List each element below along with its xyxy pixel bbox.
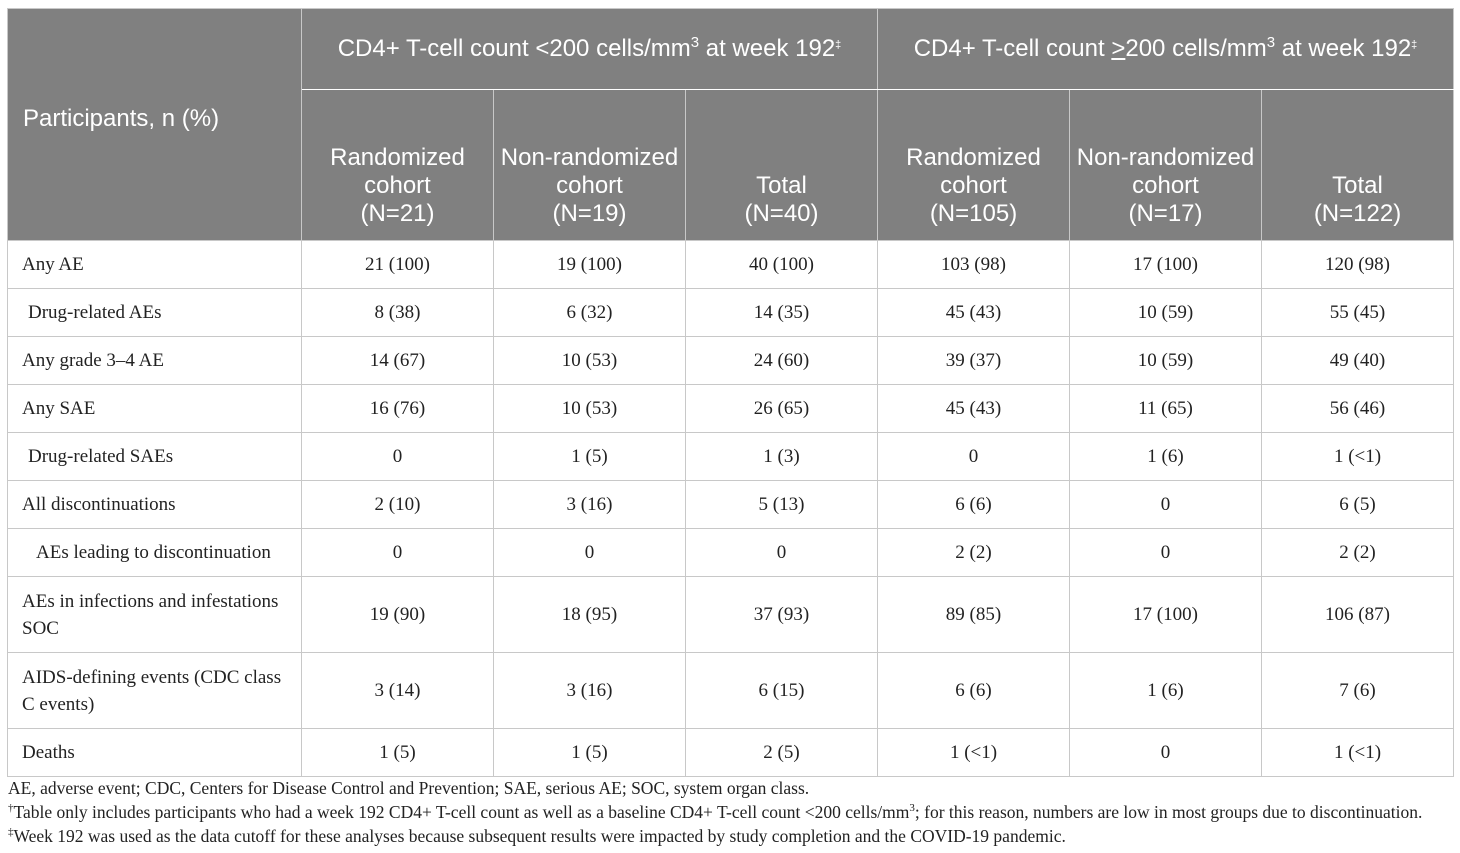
column-header <box>878 90 1070 241</box>
table-cell: 10 (59) <box>1070 337 1262 385</box>
column-header-label: Randomized cohort <box>330 144 465 199</box>
table-cell: 0 <box>686 529 878 577</box>
table-cell: 17 (100) <box>1070 241 1262 289</box>
column-header <box>686 90 878 241</box>
table-cell: 3 (14) <box>302 653 494 729</box>
table-row <box>8 577 1454 653</box>
column-header-label: Total <box>756 172 807 199</box>
table-cell: 120 (98) <box>1262 241 1454 289</box>
table-cell: 21 (100) <box>302 241 494 289</box>
table-cell: 14 (67) <box>302 337 494 385</box>
table-cell: 0 <box>878 433 1070 481</box>
table-cell: 26 (65) <box>686 385 878 433</box>
table-cell: 1 (<1) <box>1262 433 1454 481</box>
row-label: Drug-related AEs <box>8 289 302 337</box>
column-header <box>1070 90 1262 241</box>
table-cell: 19 (90) <box>302 577 494 653</box>
table-cell: 56 (46) <box>1262 385 1454 433</box>
table-cell: 1 (<1) <box>878 729 1070 777</box>
row-label: Any grade 3–4 AE <box>8 337 302 385</box>
column-header <box>494 90 686 241</box>
column-header <box>1262 90 1454 241</box>
column-header-label: Total <box>1332 172 1383 199</box>
table-cell: 103 (98) <box>878 241 1070 289</box>
table-cell: 55 (45) <box>1262 289 1454 337</box>
table-cell: 89 (85) <box>878 577 1070 653</box>
table-cell: 106 (87) <box>1262 577 1454 653</box>
column-header-n: (N=17) <box>1128 200 1203 227</box>
table-cell: 2 (2) <box>1262 529 1454 577</box>
table-cell: 19 (100) <box>494 241 686 289</box>
row-label: Drug-related SAEs <box>8 433 302 481</box>
table-cell: 1 (<1) <box>1262 729 1454 777</box>
table-row <box>8 337 1454 385</box>
table-cell: 2 (2) <box>878 529 1070 577</box>
row-label: AEs in infections and infestations SOC <box>8 577 302 653</box>
table-cell: 10 (53) <box>494 385 686 433</box>
table-cell: 11 (65) <box>1070 385 1262 433</box>
table-row <box>8 385 1454 433</box>
table-cell: 17 (100) <box>1070 577 1262 653</box>
column-header-n: (N=122) <box>1313 200 1402 227</box>
table-cell: 6 (15) <box>686 653 878 729</box>
table-row <box>8 729 1454 777</box>
column-header-label: Non-randomized cohort <box>1076 144 1255 199</box>
table-cell: 0 <box>1070 481 1262 529</box>
table-cell: 0 <box>1070 529 1262 577</box>
row-label: AIDS-defining events (CDC class C events) <box>8 653 302 729</box>
table-cell: 0 <box>302 433 494 481</box>
table-cell: 1 (6) <box>1070 433 1262 481</box>
column-header-label: Non-randomized cohort <box>500 144 679 199</box>
table-cell: 3 (16) <box>494 481 686 529</box>
column-header-n: (N=19) <box>552 200 627 227</box>
column-header-n: (N=21) <box>360 200 435 227</box>
table-cell: 0 <box>302 529 494 577</box>
table-cell: 49 (40) <box>1262 337 1454 385</box>
table-cell: 37 (93) <box>686 577 878 653</box>
row-label: All discontinuations <box>8 481 302 529</box>
table-cell: 6 (6) <box>878 653 1070 729</box>
column-header-label: Randomized cohort <box>906 144 1041 199</box>
table-row <box>8 289 1454 337</box>
table-cell: 24 (60) <box>686 337 878 385</box>
column-header-n: (N=105) <box>929 200 1018 227</box>
ae-summary-table <box>7 8 1454 777</box>
group-header-ge200: CD4+ T-cell count >200 cells/$mm^3$ at week 192‡ <box>878 9 1454 90</box>
row-label: Any AE <box>8 241 302 289</box>
table-cell: 0 <box>1070 729 1262 777</box>
table-cell: 18 (95) <box>494 577 686 653</box>
table-footnotes <box>8 776 1454 848</box>
table-cell: 45 (43) <box>878 385 1070 433</box>
table-cell: 45 (43) <box>878 289 1070 337</box>
table-cell: 10 (53) <box>494 337 686 385</box>
table-row <box>8 241 1454 289</box>
table-cell: 1 (5) <box>302 729 494 777</box>
table-row <box>8 653 1454 729</box>
row-label: AEs leading to discontinuation <box>8 529 302 577</box>
table-cell: 39 (37) <box>878 337 1070 385</box>
table-row <box>8 433 1454 481</box>
table-container <box>7 8 1453 777</box>
table-cell: 6 (32) <box>494 289 686 337</box>
table-cell: 8 (38) <box>302 289 494 337</box>
table-cell: 5 (13) <box>686 481 878 529</box>
footnote-dagger: †Table only includes participants who had a week 192 CD4+ T-cell count as well as a baseline CD4+ T-cell count <200 cells/$mm^3$; for this reason, numbers are low in most groups due to discontinuation. ‡Week 192 was used as the data cutoff for these analyses because subsequent results were impacted by study completion and the COVID-19 pandemic. <box>8 802 1423 846</box>
table-cell: 14 (35) <box>686 289 878 337</box>
table-header <box>8 9 1454 241</box>
table-cell: 0 <box>494 529 686 577</box>
table-cell: 6 (5) <box>1262 481 1454 529</box>
table-cell: 3 (16) <box>494 653 686 729</box>
table-cell: 1 (5) <box>494 729 686 777</box>
table-row <box>8 481 1454 529</box>
table-cell: 7 (6) <box>1262 653 1454 729</box>
row-label: Any SAE <box>8 385 302 433</box>
column-header-n: (N=40) <box>744 200 819 227</box>
table-cell: 40 (100) <box>686 241 878 289</box>
table-row <box>8 529 1454 577</box>
column-header <box>302 90 494 241</box>
table-cell: 1 (6) <box>1070 653 1262 729</box>
group-header-lt200: CD4+ T-cell count <200 cells/$mm^3$ at week 192‡ <box>302 9 878 90</box>
footnote-abbreviations: AE, adverse event; CDC, Centers for Disease Control and Prevention; SAE, serious AE; SOC, system organ class. <box>8 778 810 798</box>
table-cell: 2 (5) <box>686 729 878 777</box>
table-cell: 1 (3) <box>686 433 878 481</box>
table-cell: 2 (10) <box>302 481 494 529</box>
table-cell: 16 (76) <box>302 385 494 433</box>
table-cell: 6 (6) <box>878 481 1070 529</box>
table-cell: 10 (59) <box>1070 289 1262 337</box>
table-body <box>8 241 1454 777</box>
row-label: Deaths <box>8 729 302 777</box>
participants-header: Participants, n (%) <box>8 9 302 241</box>
table-cell: 1 (5) <box>494 433 686 481</box>
